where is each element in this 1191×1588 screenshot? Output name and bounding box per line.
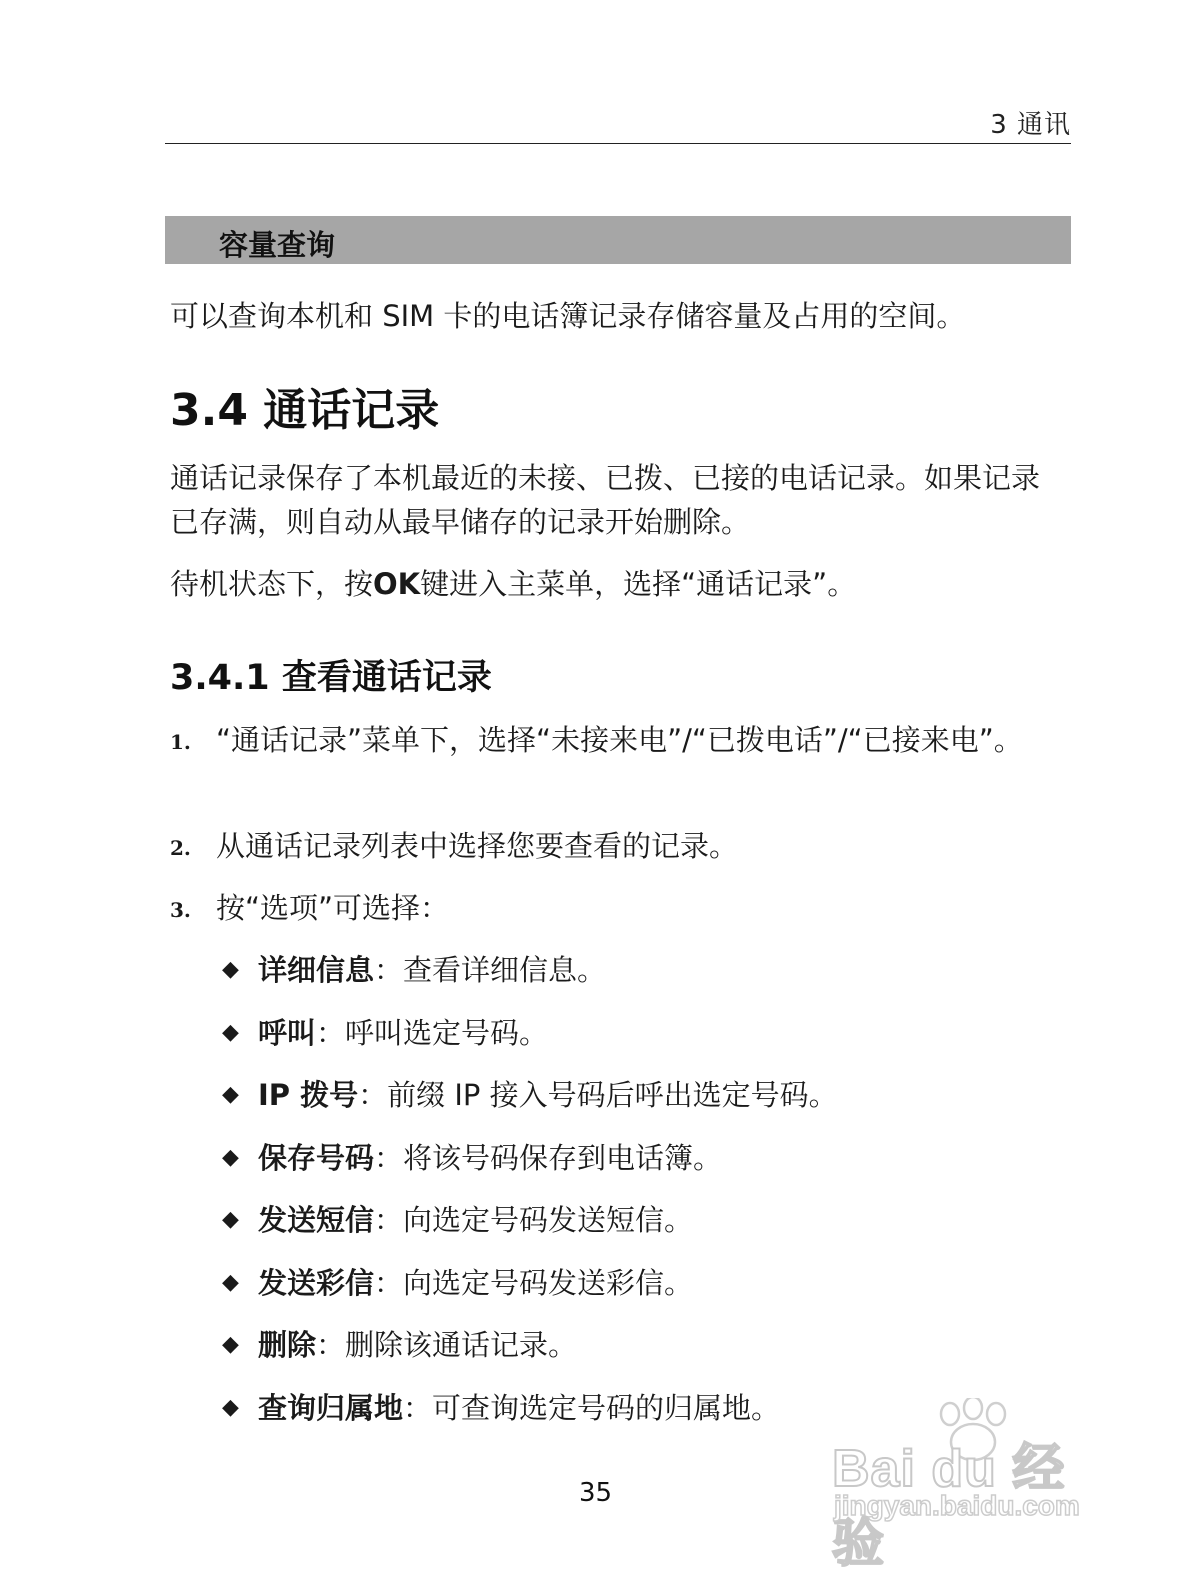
instruction-paragraph	[170, 562, 1060, 606]
diamond-bullet-icon: ◆	[222, 1332, 239, 1357]
option-term: 发送短信	[258, 1203, 375, 1237]
option-desc: ：可查询选定号码的归属地。	[403, 1390, 781, 1425]
diamond-bullet-icon: ◆	[222, 1207, 239, 1232]
option-term: 删除	[258, 1328, 317, 1362]
step-text: 从通话记录列表中选择您要查看的记录。	[216, 829, 739, 863]
option-desc: ：将该号码保存到电话簿。	[374, 1140, 723, 1175]
option-term: 查询归属地	[258, 1390, 404, 1425]
ok-key-label: OK	[373, 567, 421, 601]
step-item	[170, 886, 1070, 930]
step-text: 按“选项”可选择：	[216, 891, 450, 925]
header-rule	[165, 143, 1071, 144]
diamond-bullet-icon: ◆	[222, 1394, 239, 1420]
list-item	[222, 1073, 1082, 1136]
step-number: 2.	[170, 836, 191, 860]
list-item	[222, 1136, 1082, 1199]
diamond-bullet-icon: ◆	[222, 1269, 239, 1295]
diamond-bullet-icon: ◆	[222, 1144, 239, 1170]
step-item	[170, 718, 1070, 762]
option-term: 保存号码	[258, 1140, 375, 1175]
option-term: 发送彩信	[258, 1265, 375, 1300]
instruction-prefix: 待机状态下，按	[170, 567, 374, 601]
section-heading: 3.4 通话记录	[170, 385, 440, 436]
running-header: 3 通讯	[990, 110, 1071, 140]
step-number: 1.	[170, 730, 191, 754]
step-text: “通话记录”菜单下，选择“未接来电”/“已拨电话”/“已接来电”。	[216, 723, 1023, 757]
option-desc: ：删除该通话记录。	[316, 1328, 578, 1362]
option-term: 详细信息	[258, 953, 375, 987]
watermark-url: jingyan.baidu.com	[834, 1490, 1080, 1521]
baidu-watermark	[832, 1398, 1112, 1573]
options-list	[222, 948, 1082, 1448]
option-desc: ：查看详细信息。	[374, 953, 607, 987]
subsection-bar	[165, 216, 1071, 264]
list-item	[222, 948, 1082, 1011]
option-desc: ：前缀 IP 接入号码后呼出选定号码。	[358, 1078, 838, 1112]
option-term: 呼叫	[258, 1015, 317, 1050]
option-term: IP 拨号	[258, 1078, 359, 1112]
watermark-logo-text: Bai du 经验	[832, 1440, 1066, 1573]
subsection-bar-title: 容量查询	[219, 228, 336, 262]
page-number: 35	[578, 1478, 613, 1508]
subsection-heading: 3.4.1 查看通话记录	[170, 658, 492, 698]
intro-paragraph: 可以查询本机和 SIM 卡的电话簿记录存储容量及占用的空间。	[170, 299, 966, 333]
diamond-bullet-icon: ◆	[222, 1082, 239, 1107]
option-desc: ：向选定号码发送彩信。	[374, 1265, 694, 1300]
diamond-bullet-icon: ◆	[222, 1019, 239, 1045]
option-desc: ：呼叫选定号码。	[316, 1015, 549, 1050]
diamond-bullet-icon: ◆	[222, 957, 239, 982]
instruction-suffix: 键进入主菜单，选择“通话记录”。	[420, 567, 857, 601]
list-item	[222, 1011, 1082, 1074]
list-item	[222, 1323, 1082, 1386]
section-paragraph: 通话记录保存了本机最近的未接、已拨、已接的电话记录。如果记录已存满，则自动从最早储存的记录开始删除。	[170, 461, 1041, 539]
step-item	[170, 824, 1070, 868]
list-item	[222, 1261, 1082, 1324]
option-desc: ：向选定号码发送短信。	[374, 1203, 694, 1237]
list-item	[222, 1198, 1082, 1261]
step-number: 3.	[170, 898, 191, 922]
